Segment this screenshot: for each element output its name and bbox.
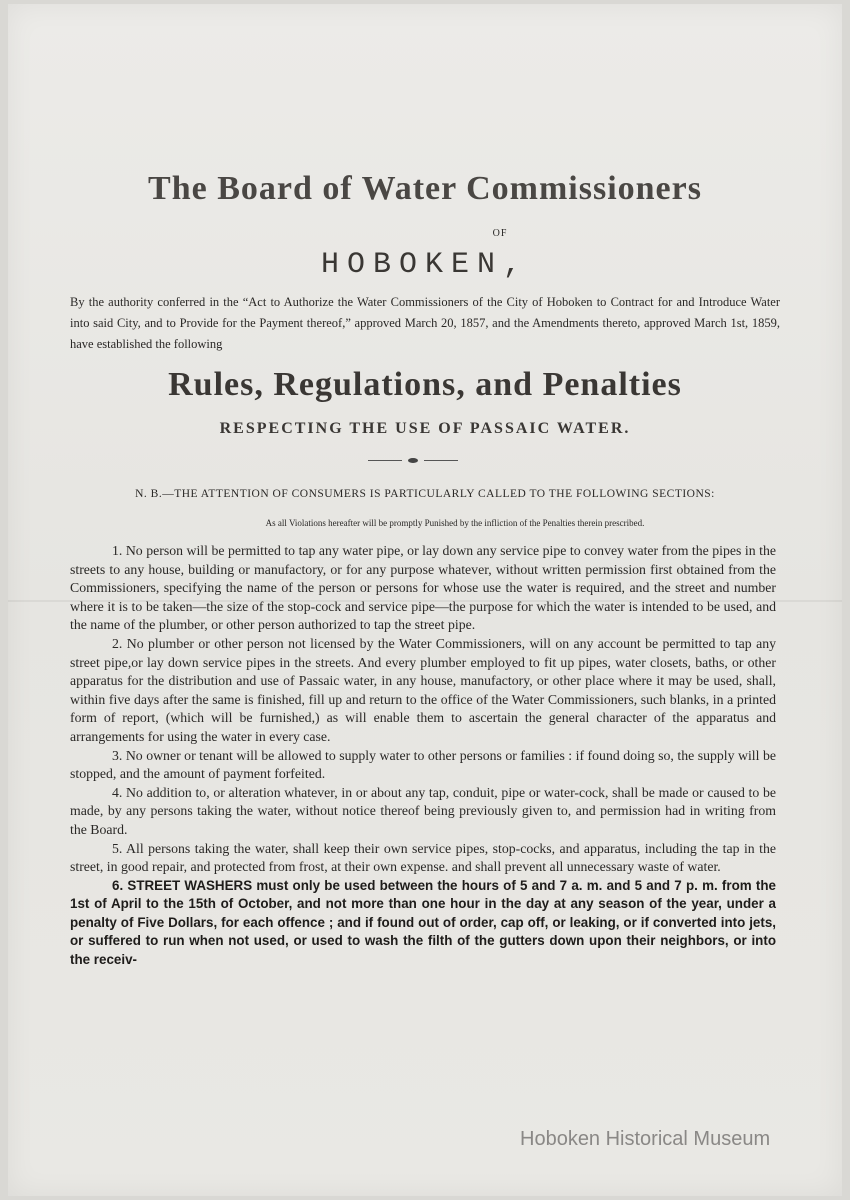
violations-notice: As all Violations hereafter will be promptly Punished by the infliction of the Penalties therein prescribed. xyxy=(265,518,645,528)
authority-paragraph: By the authority conferred in the “Act to Authorize the Water Commissioners of the City of Hoboken to Contract for and Introduce Water into said City, and to Provide for the Payment thereof,” approved March 20, 1857, and the Amendments thereto, approved March 1st, 1859, have established the following xyxy=(70,295,780,351)
city-title: HOBOKEN, xyxy=(320,248,530,282)
rule-item: 2. No plumber or other person not licensed by the Water Commissioners, will on any account be permitted to tap any street pipe,or lay down service pipes in the streets. And every plumber employed to fit up pipes, water closets, baths, or other apparatus for the distribution and use of Passaic water, in any house, manufactory, or other place where it may be used, shall, within five days after the same is finished, fill up and return to the office of the Water Commissioners, such blanks, in a printed form of report, (which will be furnished,) as will enable them to ascertain the general character of the apparatus and arrangements for using the water in every case. xyxy=(70,635,776,744)
board-title: The Board of Water Commissioners xyxy=(148,170,702,207)
rule-item: 3. No owner or tenant will be allowed to supply water to other persons or families : if found doing so, the supply will be stopped, and the amount of payment forfeited. xyxy=(70,747,776,782)
nb-notice: N. B.—THE ATTENTION OF CONSUMERS IS PARTICULARLY CALLED TO THE FOLLOWING SECTIONS: xyxy=(135,488,715,500)
rules-list xyxy=(70,542,776,969)
rule-item: 5. All persons taking the water, shall keep their own service pipes, stop-cocks, and apparatus, including the tap in the street, in good repair, and protected from frost, at their own expense. and shall prevent all unnecessary waste of water. xyxy=(70,840,776,875)
rule-item: 1. No person will be permitted to tap any water pipe, or lay down any service pipe to convey water from the pipes in the streets to any house, building or manufactory, or for any purpose whatever, without written permission first obtained from the Commissioners, specifying the name of the person or persons for whose use the water is required, and the street and number where it is to be taken—the size of the stop-cock and service pipe—the purpose for which the water is intended to be used, and the name of the plumber, or other person authorized to tap the street pipe. xyxy=(70,543,776,633)
subtitle: RESPECTING THE USE OF PASSAIC WATER. xyxy=(219,420,631,437)
museum-watermark: Hoboken Historical Museum xyxy=(520,1128,771,1150)
main-title: Rules, Regulations, and Penalties xyxy=(168,366,682,403)
rule-item-bold: 6. STREET WASHERS must only be used between the hours of 5 and 7 a. m. and 5 and 7 p. m. from the 1st of April to the 15th of October, and not more than one hour in the day at any season of the year, under a penalty of Five Dollars, for each offence ; and if found out of order, cap off, or leaking, or if converted into jets, or suffered to run when not used, or used to wash the filth of the gutters down upon their neighbors, or into the receiv- xyxy=(70,877,776,967)
ornament-divider xyxy=(368,458,458,464)
of-label: OF xyxy=(492,228,508,239)
rule-item: 4. No addition to, or alteration whatever, in or about any tap, conduit, pipe or water-cock, shall be made or caused to be made, by any persons taking the water, without notice thereof being previously given to, and permission had in writing from the Board. xyxy=(70,784,776,837)
